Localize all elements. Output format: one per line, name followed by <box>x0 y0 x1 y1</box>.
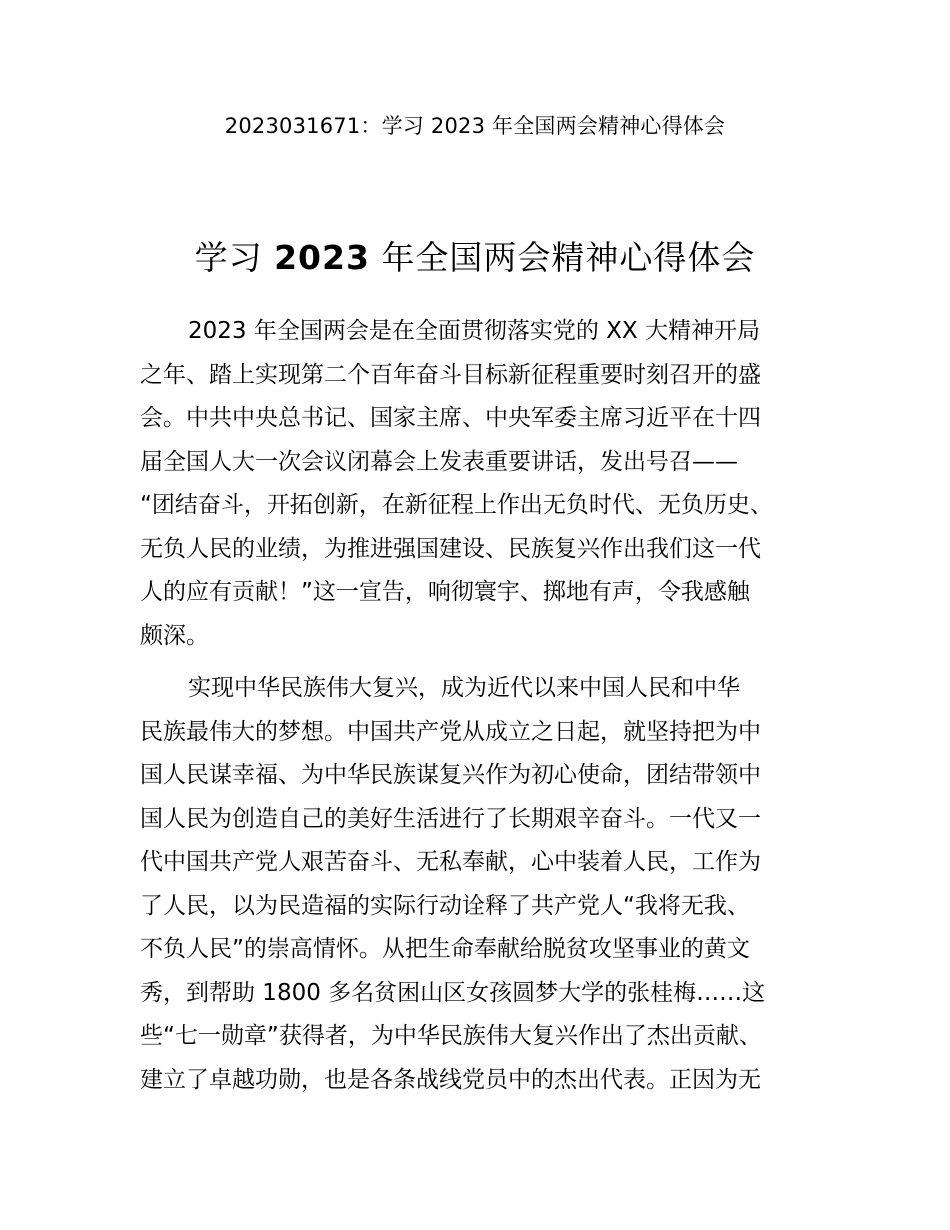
paragraph-line: 无负人民的业绩，为推进强国建设、民族复兴作出我们这一代 <box>140 535 761 562</box>
paragraph-line: 些“七一勋章”获得者，为中华民族伟大复兴作出了杰出贡献、 <box>140 1023 762 1049</box>
paragraph-line: 颇深。 <box>140 622 209 649</box>
paragraph-line: 代中国共产党人艰苦奋斗、无私奉献，心中装着人民，工作为 <box>140 849 761 875</box>
paragraph-line: 国人民为创造自己的美好生活进行了长期艰辛奋斗。一代又一 <box>140 805 761 832</box>
paragraph-line: 实现中华民族伟大复兴，成为近代以来中国人民和中华 <box>188 675 740 701</box>
document-header: 2023031671：学习 2023 年全国两会精神心得体会 <box>224 114 726 138</box>
paragraph-line: 2023 年全国两会是在全面贯彻落实党的 XX 大精神开局 <box>188 318 760 344</box>
paragraph-line: 会。中共中央总书记、国家主席、中央军委主席习近平在十四 <box>140 405 761 431</box>
title-suffix: 年全国两会精神心得体会 <box>369 238 756 277</box>
paragraph-line: 国人民谋幸福、为中华民族谋复兴作为初心使命，团结带领中 <box>140 762 761 788</box>
paragraph-1 <box>140 310 820 658</box>
paragraph-line: 人的应有贡献！”这一宣告，响彻寰宇、掷地有声，令我感触 <box>140 579 750 605</box>
paragraph-line: 民族最伟大的梦想。中国共产党从成立之日起，就坚持把为中 <box>140 718 761 745</box>
document-title <box>0 234 950 282</box>
title-prefix: 学习 <box>194 238 275 277</box>
paragraph-line: 届全国人大一次会议闭幕会上发表重要讲话，发出号召—— <box>140 448 738 475</box>
paragraph-line: 之年、踏上实现第二个百年奋斗目标新征程重要时刻召开的盛 <box>140 361 761 388</box>
title-year: 2023 <box>274 238 370 277</box>
paragraph-2 <box>140 667 820 1102</box>
paragraph-line: “团结奋斗，开拓创新，在新征程上作出无负时代、无负历史、 <box>140 492 773 518</box>
paragraph-line: 不负人民”的崇高情怀。从把生命奉献给脱贫攻坚事业的黄文 <box>140 936 750 962</box>
paragraph-line: 秀，到帮助 1800 多名贫困山区女孩圆梦大学的张桂梅……这 <box>140 979 766 1006</box>
paragraph-line: 了人民，以为民造福的实际行动诠释了共产党人“我将无我、 <box>140 892 750 919</box>
paragraph-line: 建立了卓越功勋，也是各条战线党员中的杰出代表。正因为无 <box>140 1066 761 1093</box>
